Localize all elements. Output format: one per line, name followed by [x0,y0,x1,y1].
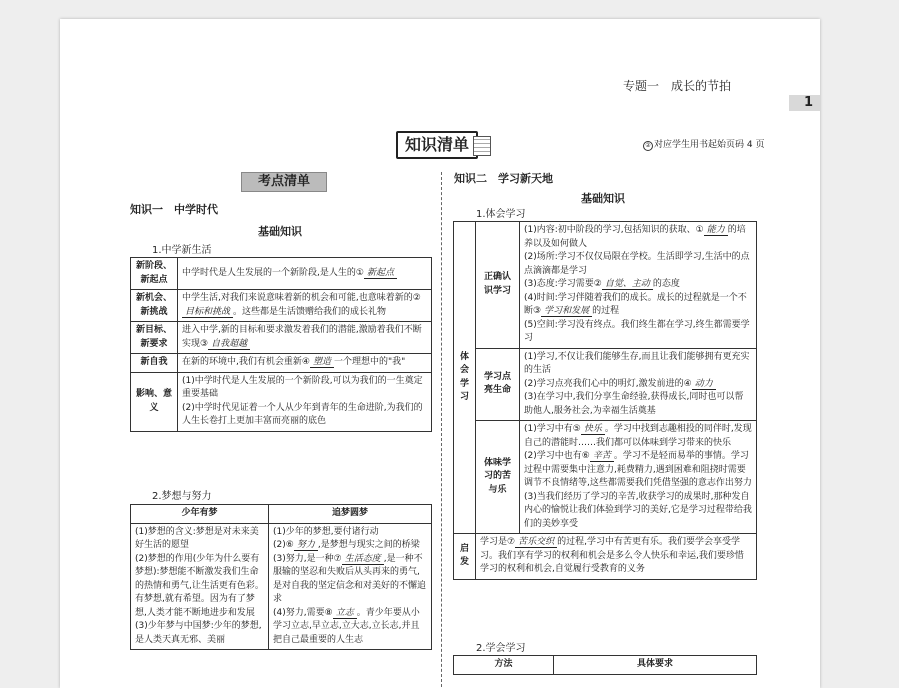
table-row [131,290,432,322]
answer-fill: 辛苦 [590,451,614,462]
table-new-life [130,257,432,432]
table-row [131,258,432,290]
row-value: 在新的环境中,我们有机会重新④ 塑造 一个理想中的"我" [178,354,432,373]
reference-mark: ② [643,141,653,151]
answer-fill: 快乐 [581,424,605,435]
answer-fill: 动力 [692,379,716,390]
answer-fill: 苦乐交织 [515,537,557,548]
column-divider [441,172,442,688]
outer-key: 体会学习 [454,222,476,534]
row-key: 新目标、新要求 [131,322,178,354]
section-title: 知识清单 [396,131,478,159]
answer-fill: 新起点 [364,268,397,279]
table-row [454,222,757,349]
table-row [454,421,757,534]
subheading-1-1: 1.中学新生活 [152,245,212,256]
table-row [131,322,432,354]
row-value: (1)中学时代是人生发展的一个新阶段,可以为我们的一生奠定重要基础 (2)中学时代见证着一个人从少年到青年的生命进阶,为我们的人生长卷打上更加丰富而亮丽的底色 [178,372,432,431]
knowledge-1-heading: 知识一 中学时代 [130,203,218,216]
kaodian-banner: 考点清单 [241,172,327,192]
notebook-icon [473,136,491,156]
answer-fill: 学习和发展 [541,306,592,317]
subheading-2-1: 1.体会学习 [476,209,526,220]
table-row [454,534,757,580]
row-value: 中学生活,对我们来说意味着新的机会和可能,也意味着新的②目标和挑战 。这些都是生活馈赠给我们的成长礼物 [178,290,432,322]
row-value: (1)内容:初中阶段的学习,包括知识的获取、① 能力 的培养以及如何做人 (2)场所:学习不仅仅局限在学校。生活即学习,生活中的点点滴滴都是学习 (3)态度:学习需要② 自觉、主动 的态度 (4)时间:学习伴随着我们的成长。成长的过程就是一个不断③ 学习和发展 的过程 (5)空间:学习没有终点。我们终生都在学习,终生都需要学习 [520,222,757,349]
row-key: 体味学习的苦与乐 [476,421,520,534]
col-header: 少年有梦 [131,505,269,524]
row-value: 进入中学,新的目标和要求激发着我们的潜能,激励着我们不断实现③ 自我超越 [178,322,432,354]
document-page [60,19,820,688]
col-header: 具体要求 [554,656,757,675]
table-row [131,372,432,431]
answer-fill: 塑造 [310,357,334,368]
row-value: (1)学习中有⑤ 快乐 。学习中找到志趣相投的同伴时,发现自己的潜能时……我们都可以体味到学习带来的快乐 (2)学习中也有⑥ 辛苦 。学习不是轻而易举的事情。学习过程中需要集中注意力,耗费精力,遇到困难和阻挠时需要调节不良情绪等,这些都需要我们凭借坚强的意志作出努力 (3)当我们经历了学习的辛苦,收获学习的成果时,那种发自内心的愉悦让我们体验到学习的美好,它是学习过程带给我们的美妙享受 [520,421,757,534]
row-key: 学习点亮生命 [476,348,520,421]
subheading-2-2: 2.学会学习 [476,643,526,654]
chapter-header: 专题一 成长的节拍 [623,79,732,93]
subheading-1-2: 2.梦想与努力 [152,491,212,502]
row-key: 影响、意义 [131,372,178,431]
answer-fill: 目标和挑战 [182,307,233,318]
knowledge-2-heading: 知识二 学习新天地 [454,172,553,185]
row-key: 新自我 [131,354,178,373]
dream-right-cell: (1)少年的梦想,要付诸行动 (2)⑥ 努力 ,是梦想与现实之间的桥梁 (3)努力,是一种⑦ 生活态度 ,是一种不服输的坚忍和失败后从头再来的勇气,是对自我的坚定信念和对美好的不懈追求 (4)努力,需要⑧ 立志 。青少年要从小学习立志,早立志,立大志,立长志,并且把自己最重要的人生志 [269,523,432,650]
row-value: 学习是⑦ 苦乐交织 的过程,学习中有苦更有乐。我们要学会享受学习。我们享有学习的权利和机会是多么令人快乐和幸运,我们要珍惜学习的权利和机会,自觉履行受教育的义务 [476,534,757,580]
col-header: 方法 [454,656,554,675]
row-key: 正确认识学习 [476,222,520,349]
basic-heading-right: 基础知识 [581,192,625,205]
answer-fill: 自我超越 [208,339,250,350]
table-dream [130,504,432,650]
table-learn-to-learn [453,655,757,675]
basic-heading-left: 基础知识 [258,225,302,238]
answer-fill: 能力 [704,225,728,236]
page-reference: ② 对应学生用书起始页码 4 页 [643,137,764,151]
answer-fill: 自觉、主动 [602,279,653,290]
table-row [131,354,432,373]
col-header: 追梦圆梦 [269,505,432,524]
page-number: 1 [804,95,814,110]
row-key: 新机会、新挑战 [131,290,178,322]
dream-left-cell: (1)梦想的含义:梦想是对未来美好生活的愿望 (2)梦想的作用(少年为什么要有梦想):梦想能不断激发我们生命的热情和勇气,让生活更有色彩。有梦想,就有希望。因为有了梦想,人类才能不断地进步和发展 (3)少年梦与中国梦:少年的梦想,是人类天真无邪、美丽 [131,523,269,650]
table-experience-learning [453,221,757,580]
row-value: (1)学习,不仅让我们能够生存,而且让我们能够拥有更充实的生活 (2)学习点亮我们心中的明灯,激发前进的④ 动力 (3)在学习中,我们分享生命经验,获得成长,同时也可以帮助他人,服务社会,为幸福生活奠基 [520,348,757,421]
row-key: 启发 [454,534,476,580]
row-key: 新阶段、新起点 [131,258,178,290]
table-row [454,348,757,421]
row-value: 中学时代是人生发展的一个新阶段,是人生的① 新起点 [178,258,432,290]
